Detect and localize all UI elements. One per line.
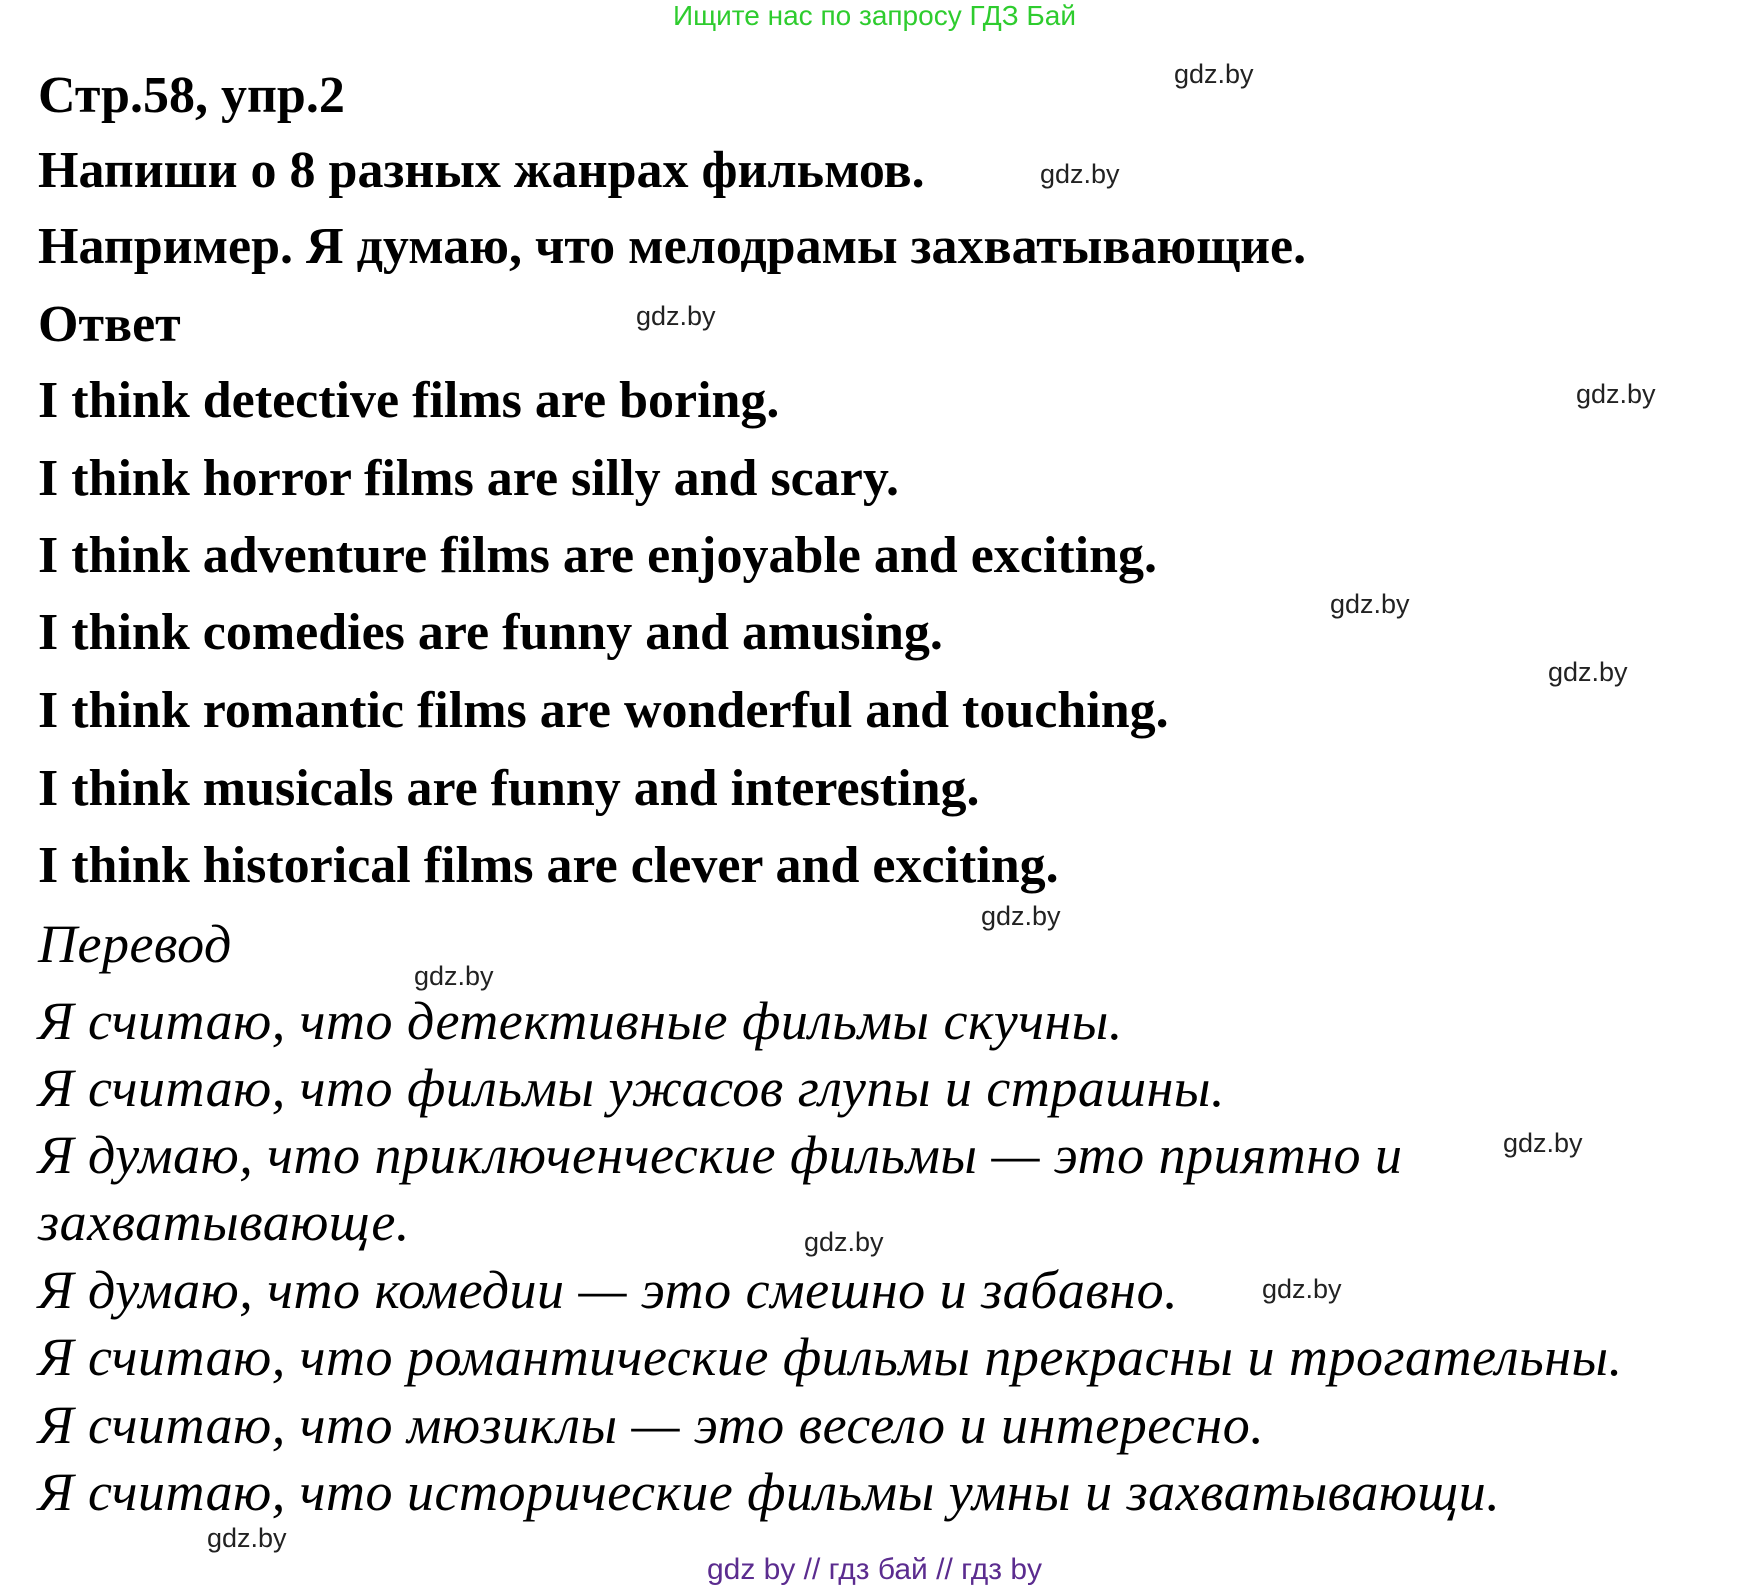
translation-line: Я считаю, что романтические фильмы прекрасны и трогательны.: [38, 1327, 1623, 1387]
translation-line: Я считаю, что детективные фильмы скучны.: [38, 991, 1123, 1051]
answer-line: I think romantic films are wonderful and touching.: [38, 682, 1169, 739]
watermark-text: gdz.by: [804, 1227, 884, 1257]
watermark-text: gdz.by: [1330, 589, 1410, 619]
answer-line: I think comedies are funny and amusing.: [38, 604, 943, 661]
translation-line: Я думаю, что приключенческие фильмы — это приятно и: [38, 1125, 1403, 1185]
watermark-text: gdz.by: [1262, 1274, 1342, 1304]
translation-line: Я считаю, что фильмы ужасов глупы и страшны.: [38, 1058, 1226, 1118]
answer-label: Ответ: [38, 296, 181, 353]
task-text: Напиши о 8 разных жанрах фильмов.: [38, 142, 925, 199]
watermark-text: gdz.by: [1576, 379, 1656, 409]
footer-links[interactable]: gdz by // гдз бай // гдз by: [706, 1553, 1043, 1585]
answer-line: I think horror films are silly and scary.: [38, 450, 899, 507]
search-banner[interactable]: Ищите нас по запросу ГДЗ Бай: [672, 0, 1077, 31]
watermark-text: gdz.by: [981, 901, 1061, 931]
watermark-text: gdz.by: [1548, 657, 1628, 687]
translation-line: Я думаю, что комедии — это смешно и забавно.: [38, 1260, 1179, 1320]
translation-line: Я считаю, что мюзиклы — это весело и интересно.: [38, 1395, 1265, 1455]
translation-line: Я считаю, что исторические фильмы умны и захватывающи.: [38, 1462, 1501, 1522]
translation-label: Перевод: [38, 914, 232, 974]
answer-line: I think historical films are clever and exciting.: [38, 837, 1059, 894]
example-text: Например. Я думаю, что мелодрамы захватывающие.: [38, 218, 1307, 275]
watermark-text: gdz.by: [207, 1523, 287, 1553]
watermark-text: gdz.by: [636, 301, 716, 331]
answer-line: I think detective films are boring.: [38, 372, 780, 429]
watermark-text: gdz.by: [1040, 159, 1120, 189]
watermark-text: gdz.by: [1503, 1128, 1583, 1158]
watermark-text: gdz.by: [1174, 59, 1254, 89]
translation-line: захватывающе.: [38, 1192, 410, 1252]
watermark-text: gdz.by: [414, 961, 494, 991]
answer-line: I think adventure films are enjoyable and exciting.: [38, 527, 1158, 584]
answer-line: I think musicals are funny and interesting.: [38, 760, 980, 817]
exercise-title: Стр.58, упр.2: [38, 67, 345, 124]
